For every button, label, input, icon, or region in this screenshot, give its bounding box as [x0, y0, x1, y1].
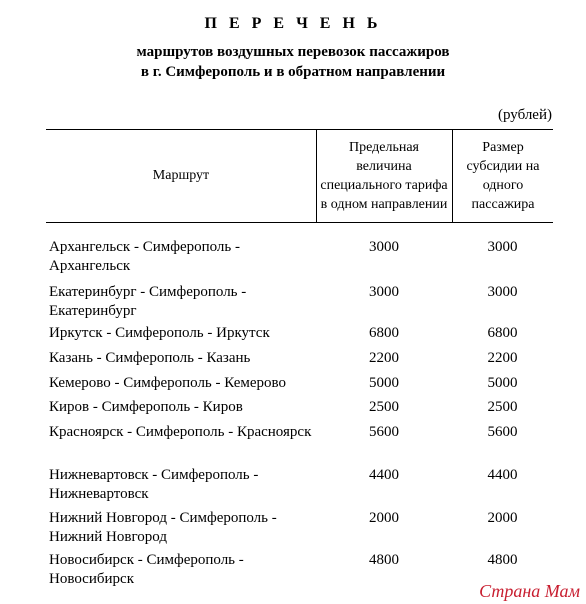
subsidy-cell: 5600: [487, 424, 518, 440]
route-cell: Екатеринбург - Симферополь - Екатеринбург: [49, 284, 247, 319]
subsidy-cell: 4400: [487, 467, 518, 483]
max-tariff-cell: 5000: [369, 375, 399, 391]
max-tariff-cell: 3000: [369, 239, 399, 255]
subsidy-cell: 3000: [487, 239, 518, 255]
route-cell: Кемерово - Симферополь - Кемерово: [49, 375, 286, 391]
header-route: Маршрут: [152, 168, 210, 183]
subsidy-cell: 3000: [487, 284, 518, 300]
subsidy-cell: 4800: [487, 552, 518, 568]
column-divider-2: [452, 129, 453, 222]
site-watermark: Страна Мам: [479, 581, 580, 601]
max-tariff-cell: 3000: [369, 284, 399, 300]
subsidy-cell: 2500: [487, 399, 518, 415]
route-cell: Нижневартовск - Симферополь - Нижневартовск: [49, 467, 259, 502]
max-tariff-cell: 2500: [369, 399, 399, 415]
route-cell: Нижний Новгород - Симферополь - Нижний Новгород: [49, 510, 277, 545]
subsidy-cell: 2200: [487, 350, 518, 366]
max-tariff-cell: 2000: [369, 510, 399, 526]
route-cell: Иркутск - Симферополь - Иркутск: [49, 325, 270, 341]
header-subsidy: Размер субсидии на одного пассажира: [466, 139, 540, 212]
header-max-tariff: Предельная величина специального тарифа в одном направлении: [320, 139, 448, 212]
table-header-rule: [46, 222, 553, 223]
units-note: (рублей): [497, 107, 552, 123]
route-cell: Архангельск - Симферополь - Архангельск: [49, 239, 241, 274]
subtitle-line-1: маршрутов воздушных перевозок пассажиров: [136, 44, 450, 60]
document-title: П Е Р Е Ч Е Н Ь: [204, 15, 382, 32]
route-cell: Красноярск - Симферополь - Красноярск: [49, 424, 312, 440]
subsidy-cell: 5000: [487, 375, 518, 391]
max-tariff-cell: 4800: [369, 552, 399, 568]
route-cell: Новосибирск - Симферополь - Новосибирск: [49, 552, 244, 587]
document-subtitle: [0, 42, 586, 82]
max-tariff-cell: 6800: [369, 325, 399, 341]
subsidy-cell: 2000: [487, 510, 518, 526]
max-tariff-cell: 5600: [369, 424, 399, 440]
column-divider-1: [316, 129, 317, 222]
max-tariff-cell: 4400: [369, 467, 399, 483]
route-cell: Киров - Симферополь - Киров: [49, 399, 243, 415]
subsidy-cell: 6800: [487, 325, 518, 341]
subtitle-line-2: в г. Симферополь и в обратном направлении: [140, 64, 446, 80]
route-cell: Казань - Симферополь - Казань: [49, 350, 251, 366]
max-tariff-cell: 2200: [369, 350, 399, 366]
